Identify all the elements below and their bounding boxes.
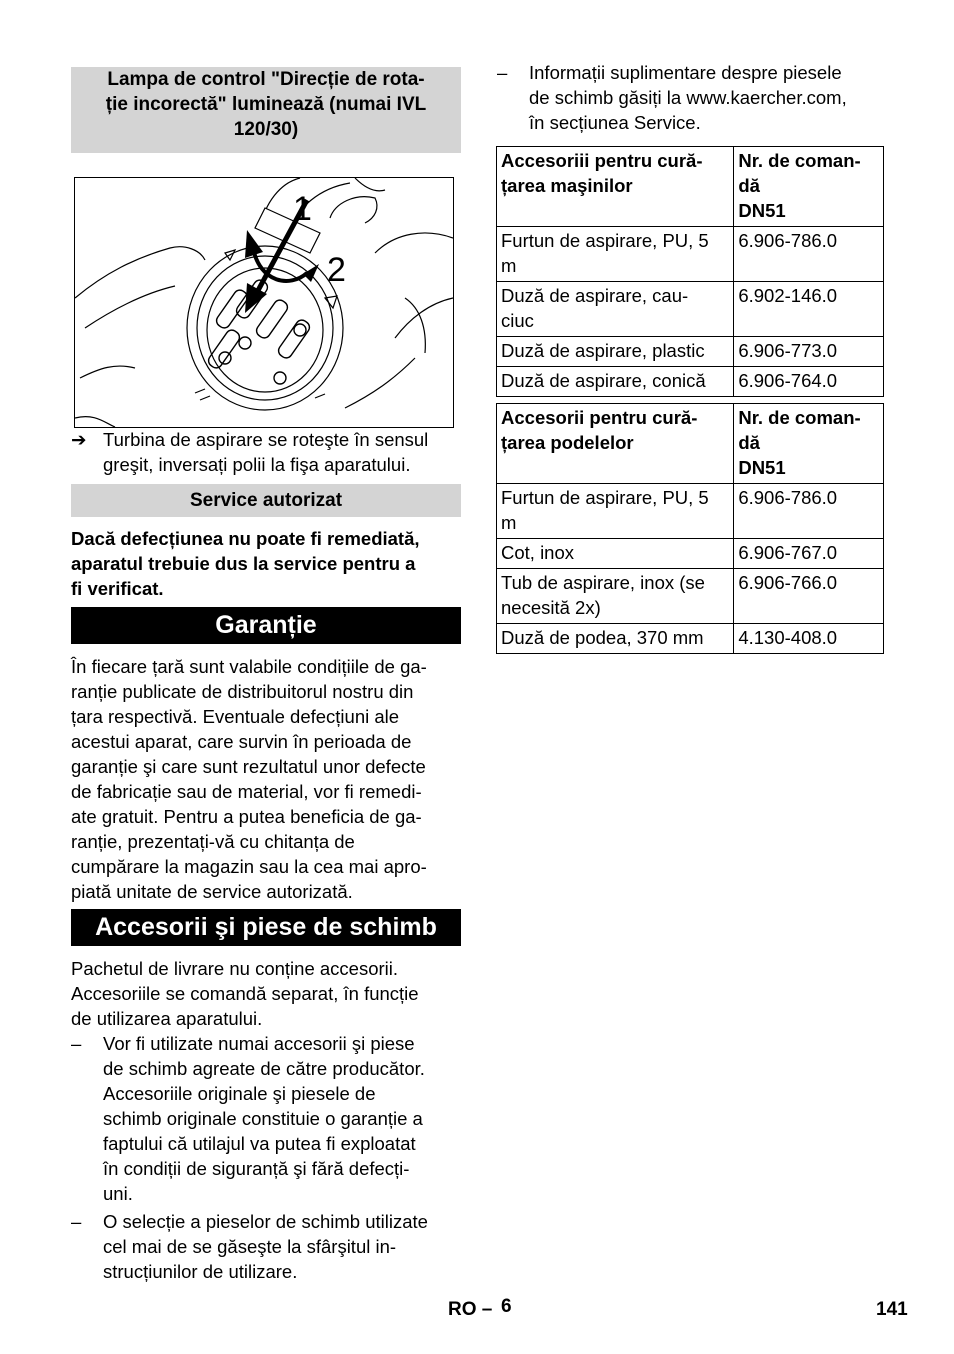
header-cell	[497, 404, 734, 484]
heading-line: Lampa de control "Direcție de rota-	[107, 69, 425, 90]
text-line: dă	[738, 175, 760, 196]
text-line: Furtun de aspirare, PU, 5	[501, 230, 709, 251]
text-line: de utilizarea aparatului.	[71, 1008, 263, 1029]
list-item	[71, 1209, 463, 1284]
order-number: 6.906-767.0	[734, 539, 884, 569]
header-cell	[734, 404, 884, 484]
list-item	[497, 60, 889, 135]
dash-bullet: –	[71, 1033, 82, 1054]
accessory-name: Duză de aspirare, conică	[497, 367, 734, 397]
figure-label-2: 2	[327, 251, 346, 289]
text-line: Tub de aspirare, inox (se	[501, 572, 705, 593]
text-line: țara respectivă. Eventuale defecțiuni ale	[71, 706, 400, 727]
accessory-name	[497, 484, 734, 539]
accessory-name	[497, 227, 734, 282]
text-line: ranție, prezentați-vă cu chitanța de	[71, 831, 355, 852]
text-line: DN51	[738, 200, 786, 221]
text-line: O selecție a pieselor de schimb utilizate	[103, 1211, 428, 1232]
text-line: Dacă defecțiunea nu poate fi remediată,	[71, 528, 420, 549]
order-number: 6.906-786.0	[734, 227, 884, 282]
text-line: Duză de aspirare, cau-	[501, 285, 689, 306]
list-item	[71, 1031, 463, 1206]
text-line: Turbina de aspirare se roteşte în sensul	[103, 429, 429, 450]
text-line: acestui aparat, care survin în perioada de	[71, 731, 412, 752]
text-line: cumpărare la magazin sau la cea mai apro-	[71, 856, 427, 877]
warranty-heading: Garanție	[71, 607, 461, 644]
text-line: de fabricație sau de material, vor fi remedi-	[71, 781, 422, 802]
text-line: ranție publicate de distribuitorul nostru din	[71, 681, 414, 702]
dash-bullet: –	[71, 1211, 82, 1232]
service-text	[71, 526, 463, 601]
accessory-name: Duză de podea, 370 mm	[497, 624, 734, 654]
text-line: Informații suplimentare despre piesele	[529, 62, 842, 83]
text-line: Accesoriile se comandă separat, în funcție	[71, 983, 419, 1004]
plug-illustration	[75, 178, 453, 427]
lamp-control-heading	[71, 67, 461, 153]
accessories-heading: Accesorii şi piese de schimb	[71, 909, 461, 946]
text-line: Accesoriile originale şi piesele de	[103, 1083, 376, 1104]
text-line: Accesorii pentru cură-	[501, 407, 698, 428]
figure-label-1: 1	[293, 190, 312, 228]
accessory-name	[497, 569, 734, 624]
list-item-text	[103, 1031, 463, 1206]
result-arrow-icon: ➔	[71, 429, 87, 450]
order-number: 6.906-786.0	[734, 484, 884, 539]
page-number: 141	[876, 1299, 908, 1320]
accessory-name: Cot, inox	[497, 539, 734, 569]
text-line: uni.	[103, 1183, 133, 1204]
text-line: garanție şi care sunt rezultatul unor defecte	[71, 756, 426, 777]
table-row	[497, 367, 884, 397]
warranty-text	[71, 654, 463, 904]
table-header-row	[497, 404, 884, 484]
list-item-text	[103, 1209, 463, 1284]
text-line: de schimb agreate de către producător.	[103, 1058, 425, 1079]
text-line: Pachetul de livrare nu conține accesorii.	[71, 958, 399, 979]
heading-line: ție incorectă" luminează (numai IVL	[105, 94, 427, 115]
service-heading: Service autorizat	[71, 484, 461, 517]
text-line: piată unitate de service autorizată.	[71, 881, 353, 902]
text-line: Nr. de coman-	[738, 150, 861, 171]
heading-line: 120/30)	[233, 119, 299, 140]
list-item-text	[529, 60, 889, 135]
text-line: în condiții de siguranță şi fără defecți-	[103, 1158, 410, 1179]
text-line: cel mai de se găseşte la sfârşitul in-	[103, 1236, 397, 1257]
footer-language: RO –	[448, 1299, 493, 1320]
table-row	[497, 337, 884, 367]
dash-bullet: –	[497, 62, 508, 83]
footer-section-page: 6	[501, 1296, 512, 1317]
text-line: În fiecare țară sunt valabile condițiile de ga-	[71, 656, 427, 677]
order-number: 6.902-146.0	[734, 282, 884, 337]
accessory-name: Duză de aspirare, plastic	[497, 337, 734, 367]
table-row	[497, 539, 884, 569]
text-line: schimb originale constituie o garanție a	[103, 1108, 423, 1129]
table-row	[497, 282, 884, 337]
text-line: țarea maşinilor	[501, 175, 633, 196]
result-text	[103, 427, 463, 477]
text-line: Nr. de coman-	[738, 407, 861, 428]
text-line: aparatul trebuie dus la service pentru a	[71, 553, 416, 574]
accessories-intro	[71, 956, 463, 1031]
text-line: necesită 2x)	[501, 597, 601, 618]
plug-pole-figure	[74, 177, 454, 428]
table-row	[497, 484, 884, 539]
text-line: de schimb găsiți la www.kaercher.com,	[529, 87, 847, 108]
machine-cleaning-accessories-table	[496, 146, 884, 397]
text-line: dă	[738, 432, 760, 453]
text-line: în secțiunea Service.	[529, 112, 701, 133]
table-row	[497, 569, 884, 624]
accessory-name	[497, 282, 734, 337]
text-line: strucțiunilor de utilizare.	[103, 1261, 298, 1282]
header-cell	[734, 147, 884, 227]
text-line: greşit, inversați polii la fişa aparatului.	[103, 454, 411, 475]
order-number: 6.906-766.0	[734, 569, 884, 624]
text-line: Vor fi utilizate numai accesorii şi piese	[103, 1033, 415, 1054]
text-line: m	[501, 255, 517, 276]
text-line: m	[501, 512, 517, 533]
text-line: țarea podelelor	[501, 432, 634, 453]
text-line: Furtun de aspirare, PU, 5	[501, 487, 709, 508]
text-line: ciuc	[501, 310, 534, 331]
text-line: ate gratuit. Pentru a putea beneficia de ga-	[71, 806, 422, 827]
table-row	[497, 624, 884, 654]
text-line: faptului că utilajul va putea fi exploatat	[103, 1133, 416, 1154]
header-cell	[497, 147, 734, 227]
table-header-row	[497, 147, 884, 227]
order-number: 6.906-773.0	[734, 337, 884, 367]
text-line: fi verificat.	[71, 578, 164, 599]
floor-cleaning-accessories-table	[496, 403, 884, 654]
order-number: 6.906-764.0	[734, 367, 884, 397]
table-row	[497, 227, 884, 282]
text-line: Accesoriii pentru cură-	[501, 150, 703, 171]
order-number: 4.130-408.0	[734, 624, 884, 654]
text-line: DN51	[738, 457, 786, 478]
